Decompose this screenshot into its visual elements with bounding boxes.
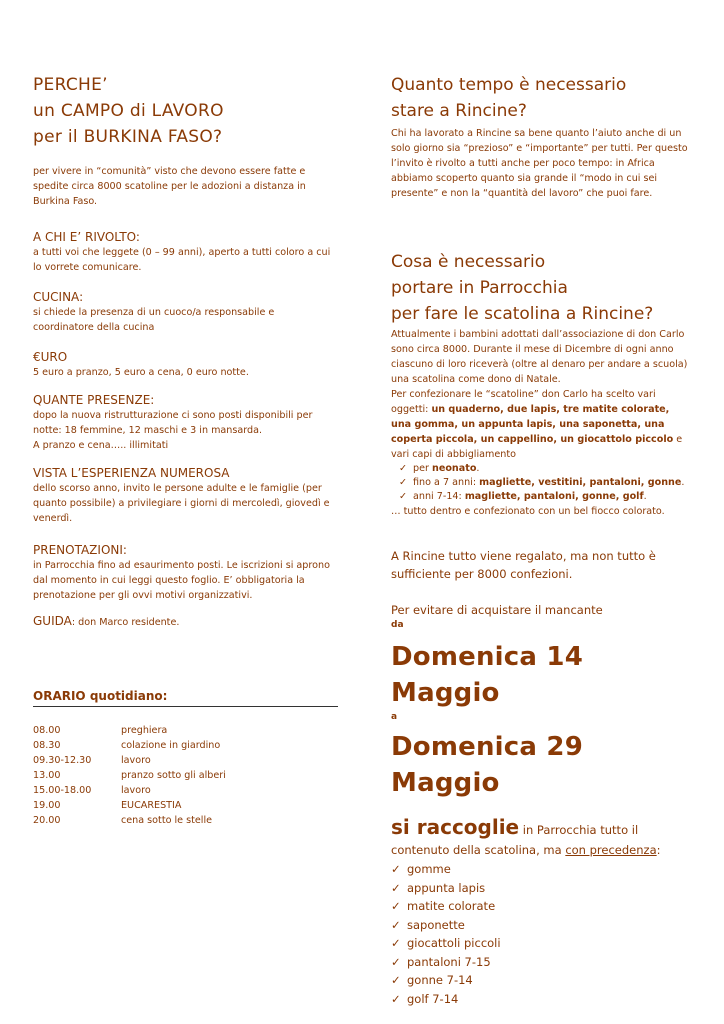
schedule-activity: preghiera	[121, 725, 168, 736]
collect-paragraph	[391, 817, 691, 860]
list-item: ✓ giocattoli piccoli	[391, 934, 691, 953]
clothing-pre: anni 7-14:	[413, 491, 465, 502]
section-heading: €URO	[33, 350, 68, 364]
list-item: ✓ saponette	[391, 916, 691, 935]
avoid-text: Per evitare di acquistare il mancante	[391, 603, 603, 617]
schedule-table	[33, 723, 338, 828]
main-title	[33, 72, 338, 150]
heading-suffix: :	[135, 230, 140, 244]
orario-title: ORARIO quotidiano:	[33, 688, 338, 707]
closing-text: … tutto dentro e confezionato con un bel fiocco colorato.	[391, 506, 665, 517]
list-item	[399, 476, 691, 490]
clothing-pre: per	[413, 463, 432, 474]
list-item: ✓ gonne 7-14	[391, 971, 691, 990]
right-column	[391, 72, 691, 1008]
schedule-time: 13.00	[33, 770, 61, 781]
clothing-bold: neonato	[432, 463, 477, 474]
schedule-time: 15.00-18.00	[33, 785, 92, 796]
list-item	[399, 462, 691, 476]
question-2-text: Attualmente i bambini adottati dall’associazione di don Carlo sono circa 8000. Durante il mese di Dicembre di ogni anno ciascuno di loro riceverà (oltre al denaro per andare a scuola) una scatolina come dono di Natale.	[391, 329, 688, 385]
objects-outro: e vari capi di abbigliamento	[391, 434, 683, 460]
section-esperienza	[33, 465, 338, 526]
collect-list	[391, 860, 691, 1008]
collect-text: in Parrocchia tutto il contenuto della scatolina, ma	[391, 823, 639, 857]
section-heading: VISTA L’ESPERIENZA NUMEROSA	[33, 466, 230, 480]
clothing-list	[391, 462, 691, 504]
schedule-time: 19.00	[33, 800, 61, 811]
left-column	[33, 72, 338, 828]
list-item	[399, 490, 691, 504]
heading-suffix: :	[79, 290, 84, 304]
schedule-activity: colazione in giardino	[121, 740, 221, 751]
section-cucina	[33, 289, 338, 335]
question-1-title: Quanto tempo è necessario	[391, 75, 627, 95]
date-start: Domenica 14 Maggio	[391, 642, 583, 708]
question-2-title: Cosa è necessario	[391, 252, 546, 272]
schedule-time: 09.30-12.30	[33, 755, 92, 766]
heading-suffix: :	[122, 543, 127, 557]
section-text: a tutti voi che leggete (0 – 99 anni), aperto a tutti coloro a cui lo vorrete comunicare.	[33, 247, 331, 273]
objects-paragraph	[391, 387, 691, 462]
section-euro	[33, 349, 338, 380]
section-text: dello scorso anno, invito le persone adulte e le famiglie (per quanto possibile) a privilegiare i giorni di mercoledì, giovedì e venerdì.	[33, 483, 330, 524]
clothing-bold: magliette, pantaloni, gonne, golf	[464, 491, 644, 502]
title-line: PERCHE’	[33, 75, 108, 95]
connector-da: da	[391, 620, 404, 630]
question-1-text: Chi ha lavorato a Rincine sa bene quanto l’aiuto anche di un solo giorno sia “prezioso” e “importante” per tutti. Per questo l’invito è rivolto a tutti anche per poco tempo: in Africa abbiamo scoperto quanto sia grande il “modo in cui sei presente” e non la “quantità del lavoro” che puoi fare.	[391, 128, 688, 199]
orario-section	[33, 688, 338, 828]
section-text: 5 euro a pranzo, 5 euro a cena, 0 euro notte.	[33, 367, 249, 378]
question-1-title: stare a Rincine?	[391, 101, 527, 121]
list-item: ✓ appunta lapis	[391, 879, 691, 898]
section-heading: PRENOTAZIONI	[33, 543, 123, 557]
clothing-post: .	[681, 477, 685, 488]
list-item: ✓ pantaloni 7-15	[391, 953, 691, 972]
schedule-activity: EUCARESTIA	[121, 800, 182, 811]
section-presenze	[33, 392, 338, 453]
question-1	[391, 72, 691, 201]
section-text: in Parrocchia fino ad esaurimento posti. Le iscrizioni si aprono dal momento in cui leggi questo foglio. E’ obbligatoria la prenotazione per gli ovvi motivi organizzativi.	[33, 560, 330, 601]
collect-end: :	[656, 843, 661, 857]
schedule-time: 08.00	[33, 725, 61, 736]
heading-suffix: :	[150, 393, 155, 407]
question-2-title: portare in Parrocchia	[391, 278, 568, 298]
schedule-activity: lavoro	[121, 755, 151, 766]
schedule-time: 20.00	[33, 815, 61, 826]
schedule-activity: lavoro	[121, 785, 151, 796]
list-item: ✓ golf 7-14	[391, 990, 691, 1009]
section-text-extra: A pranzo e cena….. illimitati	[33, 440, 169, 451]
section-heading: QUANTE PRESENZE	[33, 393, 151, 407]
clothing-bold: magliette, vestitini, pantaloni, gonne	[479, 477, 682, 488]
section-a-chi	[33, 229, 338, 275]
section-heading: A CHI E’ RIVOLTO	[33, 230, 136, 244]
question-2	[391, 249, 691, 519]
section-text: dopo la nuova ristrutturazione ci sono posti disponibili per notte: 18 femmine, 12 maschi e 3 in mansarda.	[33, 410, 313, 436]
connector-a: a	[391, 712, 398, 722]
clothing-post: .	[643, 491, 647, 502]
clothing-pre: fino a 7 anni:	[413, 477, 480, 488]
gift-text: A Rincine tutto viene regalato, ma non tutto è sufficiente per 8000 confezioni.	[391, 549, 656, 581]
collect-underline: con precedenza	[565, 843, 657, 857]
schedule-time: 08.30	[33, 740, 61, 751]
guida-text: : don Marco residente.	[71, 617, 180, 628]
schedule-activity: pranzo sotto gli alberi	[121, 770, 226, 781]
section-heading: CUCINA	[33, 290, 80, 304]
date-end: Domenica 29 Maggio	[391, 732, 583, 798]
objects-intro: Per confezionare le “scatoline” don Carlo ha scelto vari oggetti:	[391, 389, 656, 415]
schedule-activity: cena sotto le stelle	[121, 815, 213, 826]
question-2-title: per fare le scatolina a Rincine?	[391, 304, 654, 324]
title-line: un CAMPO di LAVORO	[33, 101, 224, 121]
intro-text: per vivere in “comunità” visto che devono essere fatte e spedite circa 8000 scatoline per le adozioni a distanza in Burkina Faso.	[33, 166, 306, 207]
guida-label: GUIDA	[33, 614, 72, 628]
clothing-post: .	[476, 463, 480, 474]
list-item: ✓ gomme	[391, 860, 691, 879]
section-text: si chiede la presenza di un cuoco/a responsabile e coordinatore della cucina	[33, 307, 275, 333]
objects-list: un quaderno, due lapis, tre matite colorate, una gomma, un appunta lapis, una saponetta, una coperta piccola, un cappellino, un giocattolo piccolo	[391, 404, 674, 445]
list-item: ✓ matite colorate	[391, 897, 691, 916]
guida-line	[33, 613, 338, 630]
section-prenotazioni	[33, 542, 338, 603]
title-line: per il BURKINA FASO?	[33, 127, 223, 147]
collect-big: si raccoglie	[391, 815, 520, 839]
